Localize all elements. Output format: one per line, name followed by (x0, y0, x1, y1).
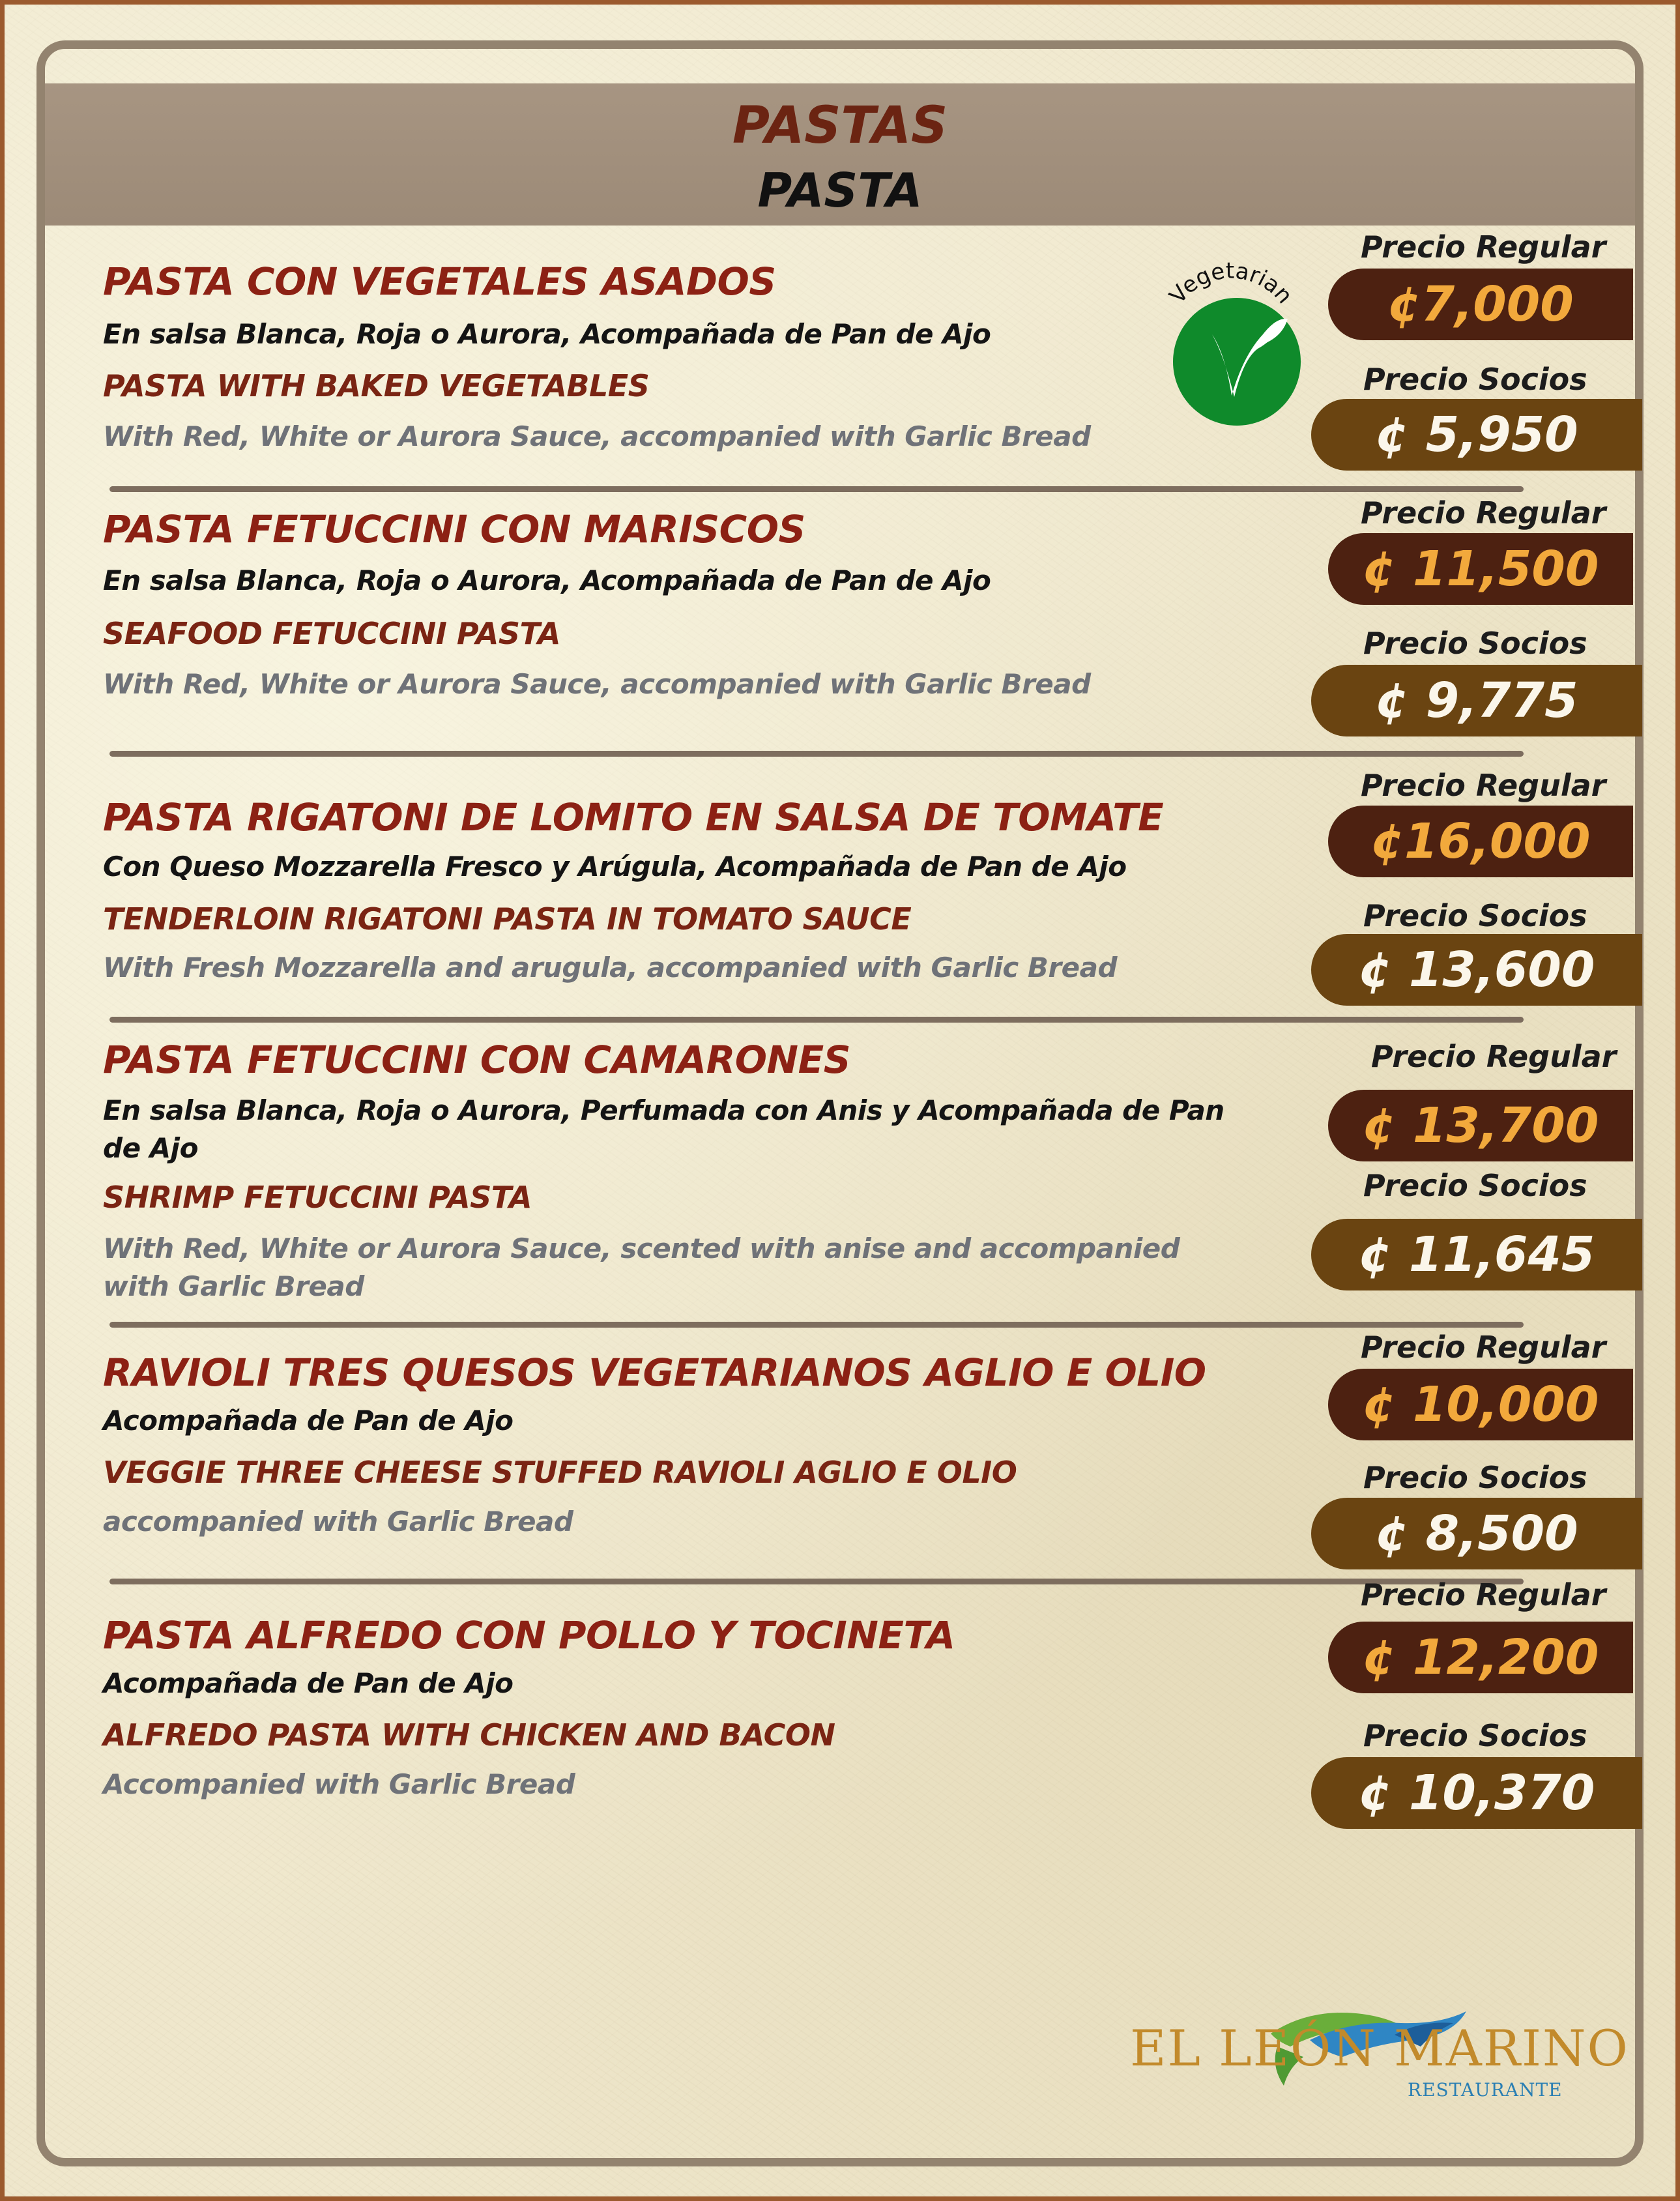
item-2-label-socios: Precio Socios (1363, 626, 1587, 661)
restaurant-logo-name: EL LEÓN MARINO (1130, 2019, 1629, 2077)
item-divider (109, 1579, 1524, 1584)
item-4-name-en: SHRIMP FETUCCINI PASTA (103, 1180, 532, 1215)
item-1-name-en: PASTA WITH BAKED VEGETABLES (103, 368, 650, 403)
item-divider (109, 486, 1524, 492)
item-4-price-regular: ¢ 13,700 (1328, 1090, 1633, 1161)
item-2-price-socios: ¢ 9,775 (1311, 665, 1642, 736)
item-6-desc-es: Acompañada de Pan de Ajo (103, 1667, 514, 1699)
item-5-price-socios: ¢ 8,500 (1311, 1498, 1642, 1569)
vegetarian-badge-icon (1152, 257, 1309, 427)
item-3-desc-en: With Fresh Mozzarella and arugula, accompanied with Garlic Bread (103, 952, 1118, 984)
item-4-name-es: PASTA FETUCCINI CON CAMARONES (103, 1038, 850, 1082)
item-6-price-socios: ¢ 10,370 (1311, 1757, 1642, 1829)
item-5-price-regular: ¢ 10,000 (1328, 1369, 1633, 1440)
item-1-label-regular: Precio Regular (1361, 229, 1606, 265)
item-2-name-es: PASTA FETUCCINI CON MARISCOS (103, 507, 805, 551)
item-divider (109, 751, 1524, 757)
item-2-desc-es: En salsa Blanca, Roja o Aurora, Acompañada de Pan de Ajo (103, 564, 991, 596)
item-2-label-regular: Precio Regular (1361, 495, 1606, 531)
item-6-desc-en: Accompanied with Garlic Bread (103, 1768, 575, 1800)
vegetarian-badge-text: Vegetarian (1164, 257, 1298, 309)
section-title-es: PASTAS (732, 96, 948, 155)
item-6-label-regular: Precio Regular (1361, 1577, 1606, 1612)
item-3-desc-es: Con Queso Mozzarella Fresco y Arúgula, Acompañada de Pan de Ajo (103, 851, 1127, 882)
item-3-price-socios: ¢ 13,600 (1311, 934, 1642, 1006)
item-divider (109, 1017, 1524, 1023)
item-3-label-socios: Precio Socios (1363, 898, 1587, 933)
item-6-label-socios: Precio Socios (1363, 1718, 1587, 1753)
item-1-desc-en: With Red, White or Aurora Sauce, accompanied with Garlic Bread (103, 420, 1091, 452)
item-1-price-regular: ¢7,000 (1328, 269, 1633, 340)
item-4-label-regular: Precio Regular (1371, 1039, 1617, 1074)
item-4-desc-en: With Red, White or Aurora Sauce, scented with anise and accompanied with Garlic Bread (103, 1232, 1180, 1302)
item-1-desc-es: En salsa Blanca, Roja o Aurora, Acompañada de Pan de Ajo (103, 318, 991, 350)
item-2-name-en: SEAFOOD FETUCCINI PASTA (103, 616, 560, 651)
item-3-label-regular: Precio Regular (1361, 768, 1606, 803)
item-5-label-regular: Precio Regular (1361, 1330, 1606, 1365)
item-5-name-es: RAVIOLI TRES QUESOS VEGETARIANOS AGLIO E OLIO (103, 1350, 1206, 1395)
restaurant-logo-subtitle: RESTAURANTE (1408, 2079, 1563, 2101)
item-3-name-en: TENDERLOIN RIGATONI PASTA IN TOMATO SAUCE (103, 901, 912, 937)
section-title-en: PASTA (757, 163, 923, 218)
item-5-desc-en: accompanied with Garlic Bread (103, 1506, 573, 1538)
item-4-label-socios: Precio Socios (1363, 1168, 1587, 1203)
item-1-name-es: PASTA CON VEGETALES ASADOS (103, 259, 776, 304)
item-3-price-regular: ¢16,000 (1328, 806, 1633, 877)
item-1-price-socios: ¢ 5,950 (1311, 399, 1642, 471)
item-6-price-regular: ¢ 12,200 (1328, 1622, 1633, 1693)
item-3-name-es: PASTA RIGATONI DE LOMITO EN SALSA DE TOMATE (103, 795, 1164, 839)
item-5-label-socios: Precio Socios (1363, 1460, 1587, 1495)
item-6-name-en: ALFREDO PASTA WITH CHICKEN AND BACON (103, 1717, 835, 1753)
item-4-desc-es: En salsa Blanca, Roja o Aurora, Perfumada con Anis y Acompañada de Pan de Ajo (103, 1094, 1224, 1164)
item-6-name-es: PASTA ALFREDO CON POLLO Y TOCINETA (103, 1613, 955, 1657)
item-5-desc-es: Acompañada de Pan de Ajo (103, 1405, 514, 1436)
item-1-label-socios: Precio Socios (1363, 362, 1587, 397)
item-5-name-en: VEGGIE THREE CHEESE STUFFED RAVIOLI AGLIO E OLIO (103, 1455, 1017, 1490)
item-divider (109, 1322, 1524, 1328)
item-2-desc-en: With Red, White or Aurora Sauce, accompanied with Garlic Bread (103, 668, 1091, 700)
item-2-price-regular: ¢ 11,500 (1328, 533, 1633, 605)
item-4-price-socios: ¢ 11,645 (1311, 1219, 1642, 1290)
